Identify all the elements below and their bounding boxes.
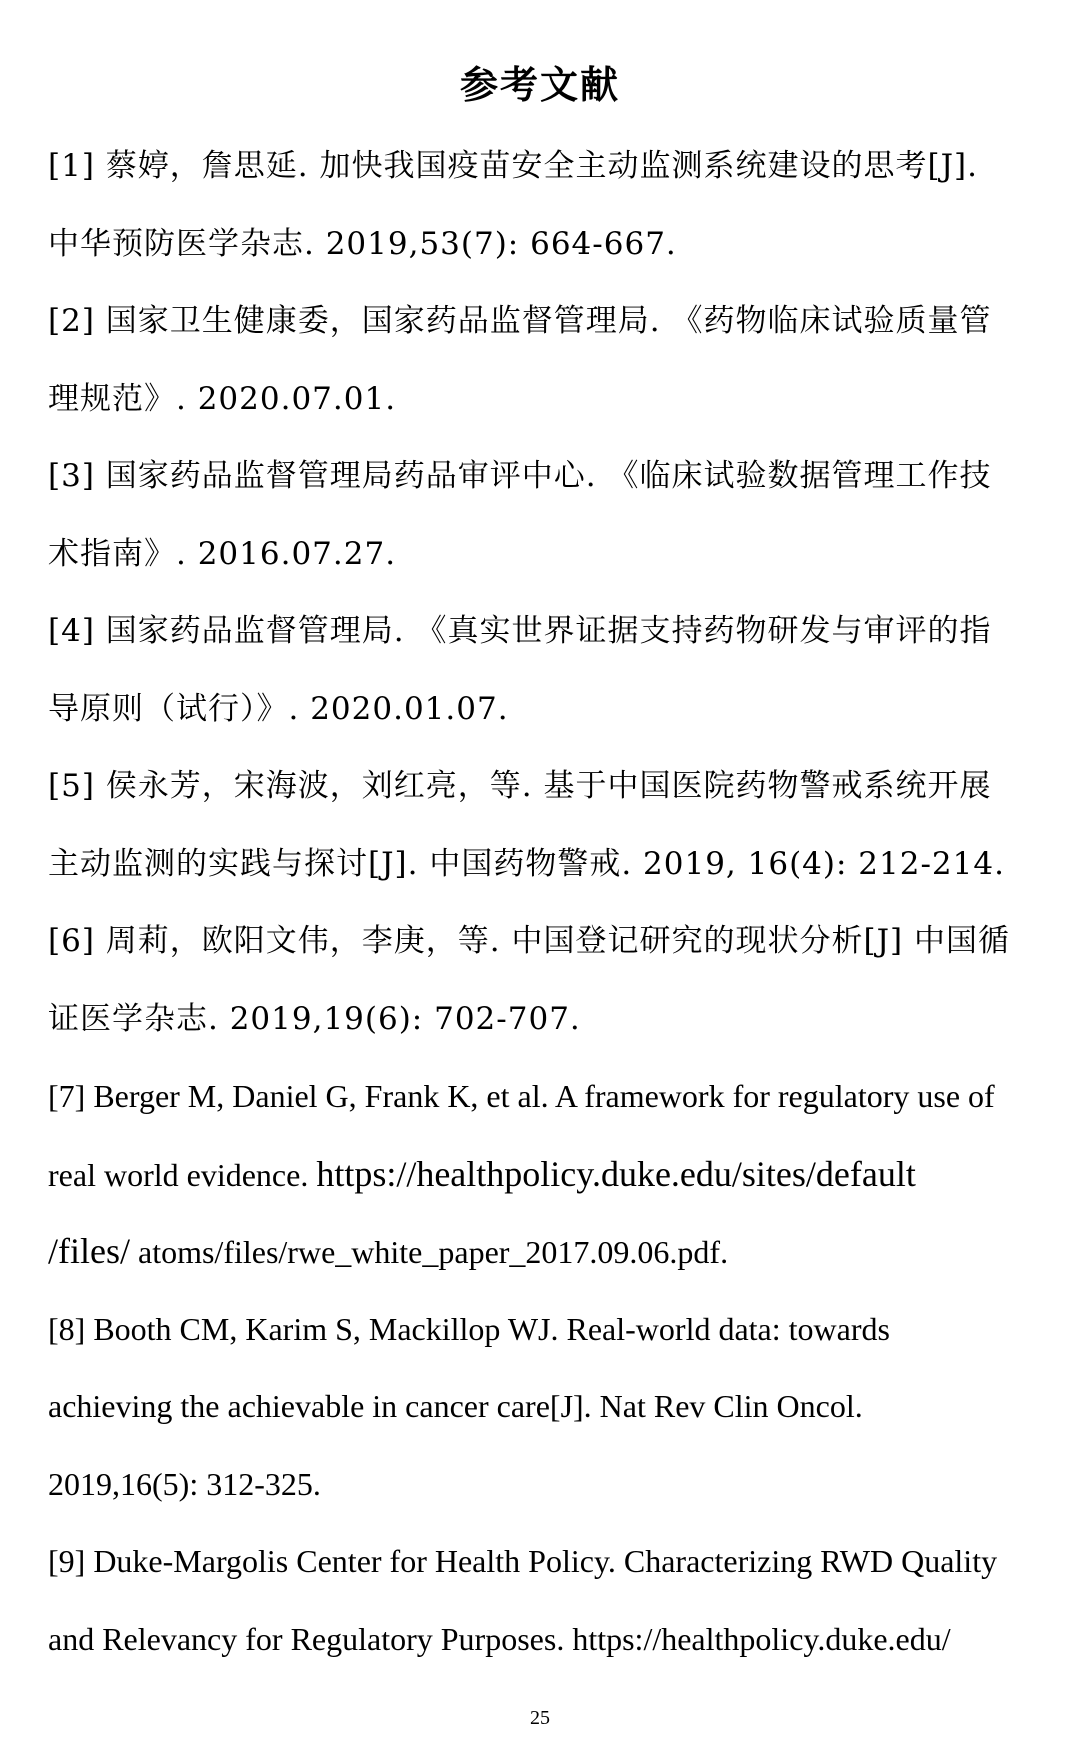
reference-line bbox=[48, 1136, 1038, 1214]
reference-line: [8] Booth CM, Karim S, Mackillop WJ. Real-world data: towards bbox=[48, 1310, 890, 1347]
page-number: 25 bbox=[530, 1707, 550, 1729]
reference-line bbox=[48, 1213, 1038, 1291]
reference-line: [3] 国家药品监督管理局药品审评中心. 《临床试验数据管理工作技 bbox=[48, 458, 992, 494]
reference-item-7 bbox=[48, 1058, 1038, 1291]
reference-line: 证医学杂志. 2019,19(6): 702-707. bbox=[48, 1000, 581, 1037]
reference-line: and Relevancy for Regulatory Purposes. https://healthpolicy.duke.edu/ bbox=[48, 1620, 951, 1657]
reference-item-3 bbox=[48, 438, 1038, 593]
reference-text: atoms/files/rwe_white_paper_2017.09.06.pdf. bbox=[129, 1234, 729, 1270]
reference-line: [2] 国家卫生健康委，国家药品监督管理局. 《药物临床试验质量管 bbox=[48, 303, 992, 339]
reference-line: [4] 国家药品监督管理局. 《真实世界证据支持药物研发与审评的指 bbox=[48, 613, 992, 649]
page-title: 参考文献 bbox=[459, 63, 620, 107]
reference-url: /files/ bbox=[48, 1231, 130, 1271]
reference-line: 中华预防医学杂志. 2019,53(7): 664-667. bbox=[48, 225, 677, 262]
reference-list bbox=[48, 128, 1038, 1678]
reference-line: [9] Duke-Margolis Center for Health Policy. Characterizing RWD Quality bbox=[48, 1543, 998, 1579]
reference-line: 术指南》. 2016.07.27. bbox=[48, 535, 397, 572]
reference-item-2 bbox=[48, 283, 1038, 438]
reference-item-1 bbox=[48, 128, 1038, 283]
reference-item-9 bbox=[48, 1523, 1038, 1678]
reference-line: 导原则（试行）》. 2020.01.07. bbox=[48, 690, 509, 727]
reference-item-6 bbox=[48, 903, 1038, 1058]
reference-line: 理规范》. 2020.07.01. bbox=[48, 380, 397, 417]
reference-item-8 bbox=[48, 1291, 1038, 1524]
reference-line: [7] Berger M, Daniel G, Frank K, et al. A framework for regulatory use of bbox=[48, 1078, 995, 1114]
reference-text: real world evidence. bbox=[48, 1156, 317, 1193]
reference-line: [6] 周莉，欧阳文伟，李庚，等. 中国登记研究的现状分析[J] 中国循 bbox=[48, 923, 1010, 959]
reference-url: https://healthpolicy.duke.edu/sites/default bbox=[316, 1153, 916, 1194]
reference-line: achieving the achievable in cancer care[J]. Nat Rev Clin Oncol. bbox=[48, 1388, 863, 1424]
reference-line: [1] 蔡婷，詹思延. 加快我国疫苗安全主动监测系统建设的思考[J]. bbox=[48, 148, 978, 184]
reference-item-4 bbox=[48, 593, 1038, 748]
reference-line: [5] 侯永芳，宋海波，刘红亮，等. 基于中国医院药物警戒系统开展 bbox=[48, 768, 992, 804]
reference-item-5 bbox=[48, 748, 1038, 903]
reference-line: 2019,16(5): 312-325. bbox=[48, 1465, 321, 1502]
reference-line: 主动监测的实践与探讨[J]. 中国药物警戒. 2019, 16(4): 212-214. bbox=[48, 845, 1005, 882]
